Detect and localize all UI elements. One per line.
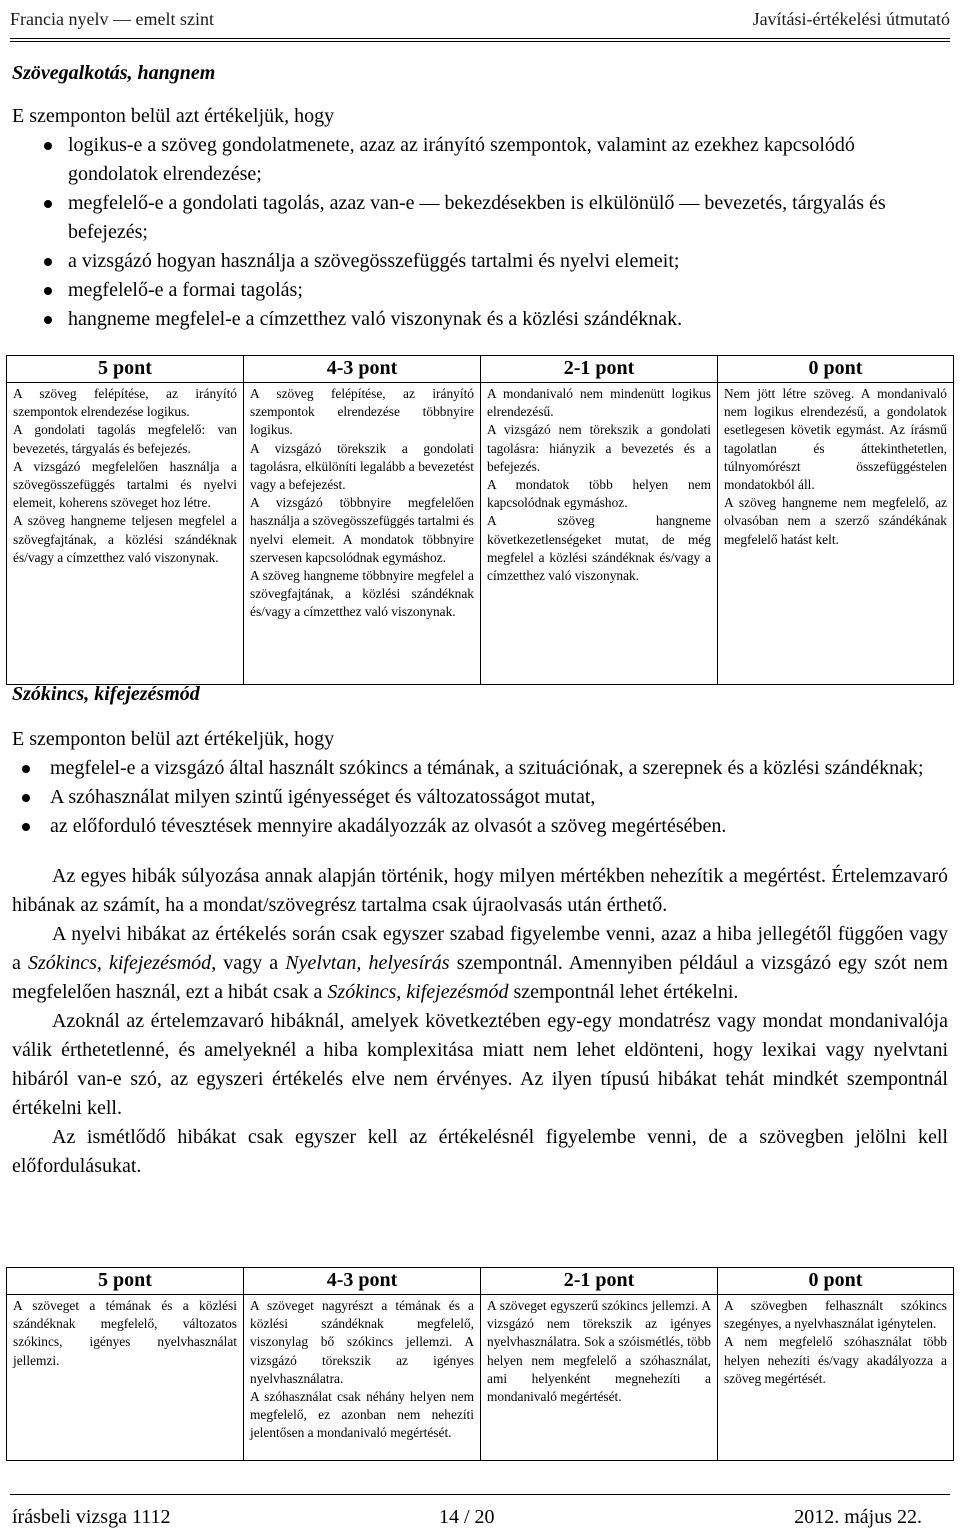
paragraph: Azoknál az értelemzavaró hibáknál, amelyek következtében egy-egy mondatrész vagy mondat mondanivalója válik érthetetlenné, és amelyeknél a hiba komplexitása miatt nem lehet eldönteni, hogy lexikai vagy nyelvtani hibáról van-e szó, az egyszeri értékelés elve nem érvényes. Az ilyen típusú hibákat tehát mindkét szempontnál értékelni kell. [12,1010,948,1119]
bullet-icon [44,200,52,208]
table-cell: A szövegben felhasznált szókincs szegényes, a nyelvhasználat igénytelen. A nem megfelelő szóhasználat több helyen nehezíti és/vagy akadályozza a szöveg megértését. [718,1295,954,1461]
column-header: 0 pont [718,1268,954,1295]
section-title: Szövegalkotás, hangnem [12,62,216,84]
bullet-icon [22,765,30,773]
list-item: megfelelő-e a gondolati tagolás, azaz van-e — bekezdésekben is elkülönülő — bevezetés, tárgyalás és befejezés; [12,189,948,247]
column-header: 4-3 pont [244,1268,481,1295]
column-header: 5 pont [7,356,244,383]
column-header: 0 pont [718,356,954,383]
header-divider-2 [10,41,950,42]
section-szokincs [12,683,948,1181]
list-item: megfelelő-e a formai tagolás; [12,276,948,305]
table-cell: A szöveget nagyrészt a témának és a közlési szándéknak megfelelő, viszonylag bő szókincs jellemzi. A vizsgázó törekszik az igényes nyelvhasználatra. A szóhasználat csak néhány helyen nem megfelelő, ez azonban nem nehezíti jelentősen a mondanivaló megértését. [244,1295,481,1461]
list-item: A szóhasználat milyen szintű igényességet és változatosságot mutat, [12,783,948,812]
list-item: a vizsgázó hogyan használja a szövegösszefüggés tartalmi és nyelvi elemeit; [12,247,948,276]
bullet-icon [44,316,52,324]
column-header: 5 pont [7,1268,244,1295]
paragraph: A nyelvi hibákat az értékelés során csak egyszer szabad figyelembe venni, azaz a hiba jellegétől függően vagy a Szókincs, kifejezésmód, vagy a Nyelvtan, helyesírás szempontnál. Amennyiben például a vizsgázó egy szót nem megfelelően használ, ezt a hibát csak a Szókincs, kifejezésmód szempontnál lehet értékelni. [12,923,948,1003]
rating-table-szokincs [6,1267,954,1461]
bullet-icon [44,258,52,266]
criteria-list [12,754,948,841]
list-item: logikus-e a szöveg gondolatmenete, azaz az irányító szempontok, valamint az ezekhez kapcsolódó gondolatok elrendezése; [12,131,948,189]
rating-table-szovegalkotas [6,355,954,685]
page-number: 14 / 20 [439,1506,495,1528]
header-left: Francia nyelv — emelt szint [10,9,214,29]
section-intro: E szemponton belül azt értékeljük, hogy [12,728,335,750]
column-header: 2-1 pont [481,1268,718,1295]
bullet-icon [44,142,52,150]
section-title: Szókincs, kifejezésmód [12,683,200,705]
column-header: 2-1 pont [481,356,718,383]
list-item: hangneme megfelel-e a címzetthez való viszonynak és a közlési szándéknak. [12,305,948,334]
bullet-icon [44,287,52,295]
table-cell: A szöveg felépítése, az irányító szempontok elrendezése többnyire logikus. A vizsgázó törekszik a gondolati tagolásra, elkülöníti legalább a bevezetést vagy a befejezést. A vizsgázó többnyire megfelelően használja a szövegösszefüggés tartalmi és nyelvi elemeit. A mondatok többnyire szervesen kapcsolódnak egymáshoz. A szöveg hangneme többnyire megfelel a szövegfajtának, a közlési szándéknak és/vagy a címzetthez való viszonynak. [244,383,481,685]
footer-divider [10,1494,950,1495]
bullet-icon [22,823,30,831]
table-cell: A szöveget a témának és a közlési szándéknak megfelelő, változatos szókincs, igényes nyelvhasználat jellemzi. [7,1295,244,1461]
criteria-list [12,131,948,334]
footer-exam-code: írásbeli vizsga 1112 [12,1506,171,1528]
page-header [10,0,950,30]
paragraph: Az ismétlődő hibákat csak egyszer kell az értékelésnél figyelembe venni, de a szövegben jelölni kell előfordulásukat. [12,1126,948,1177]
table-cell: A szöveget egyszerű szókincs jellemzi. A vizsgázó nem törekszik az igényes nyelvhasználatra. Sok a szóismétlés, több helyen nem megfelelő a szóhasználat, ami helyenként megnehezíti a mondanivaló megértését. [481,1295,718,1461]
header-divider [10,38,950,39]
bullet-icon [22,794,30,802]
table-cell: A mondanivaló nem mindenütt logikus elrendezésű. A vizsgázó nem törekszik a gondolati tagolásra: hiányzik a bevezetés és a befejezés. A mondatok több helyen nem kapcsolódnak egymáshoz. A szöveg hangneme következetlenségeket mutat, de még megfelel a közlési szándéknak és/vagy a címzetthez való viszonynak. [481,383,718,685]
table-cell: Nem jött létre szöveg. A mondanivaló nem logikus elrendezésű, a gondolatok esetlegesen követik egymást. Az írásmű tagolatlan és áttekinthetetlen, túlnyomórészt összefüggéstelen mondatokból áll. A szöveg hangneme nem megfelelő, az olvasóban nem a szerző szándékának megfelelő hatást kelt. [718,383,954,685]
list-item: megfelel-e a vizsgázó által használt szókincs a témának, a szituációnak, a szerepnek és a közlési szándéknak; [12,754,948,783]
table-cell: A szöveg felépítése, az irányító szempontok elrendezése logikus. A gondolati tagolás megfelelő: van bevezetés, tárgyalás és befejezés. A vizsgázó megfelelően használja a szövegösszefüggés tartalmi és nyelvi elemeit, koherens szöveget hoz létre. A szöveg hangneme teljesen megfelel a szövegfajtának, a közlési szándéknak és/vagy a címzetthez való viszonynak. [7,383,244,685]
paragraph: Az egyes hibák súlyozása annak alapján történik, hogy milyen mértékben nehezítik a megértést. Értelemzavaró hibának az számít, ha a mondat/szövegrész tartalma csak újraolvasás után érthető. [12,865,948,916]
section-intro: E szemponton belül azt értékeljük, hogy [12,105,335,127]
header-right: Javítási-értékelési útmutató [752,9,950,29]
section-szovegalkotas [12,62,948,334]
footer-date: 2012. május 22. [794,1506,922,1528]
column-header: 4-3 pont [244,356,481,383]
list-item: az előforduló tévesztések mennyire akadályozzák az olvasót a szöveg megértésében. [12,812,948,841]
